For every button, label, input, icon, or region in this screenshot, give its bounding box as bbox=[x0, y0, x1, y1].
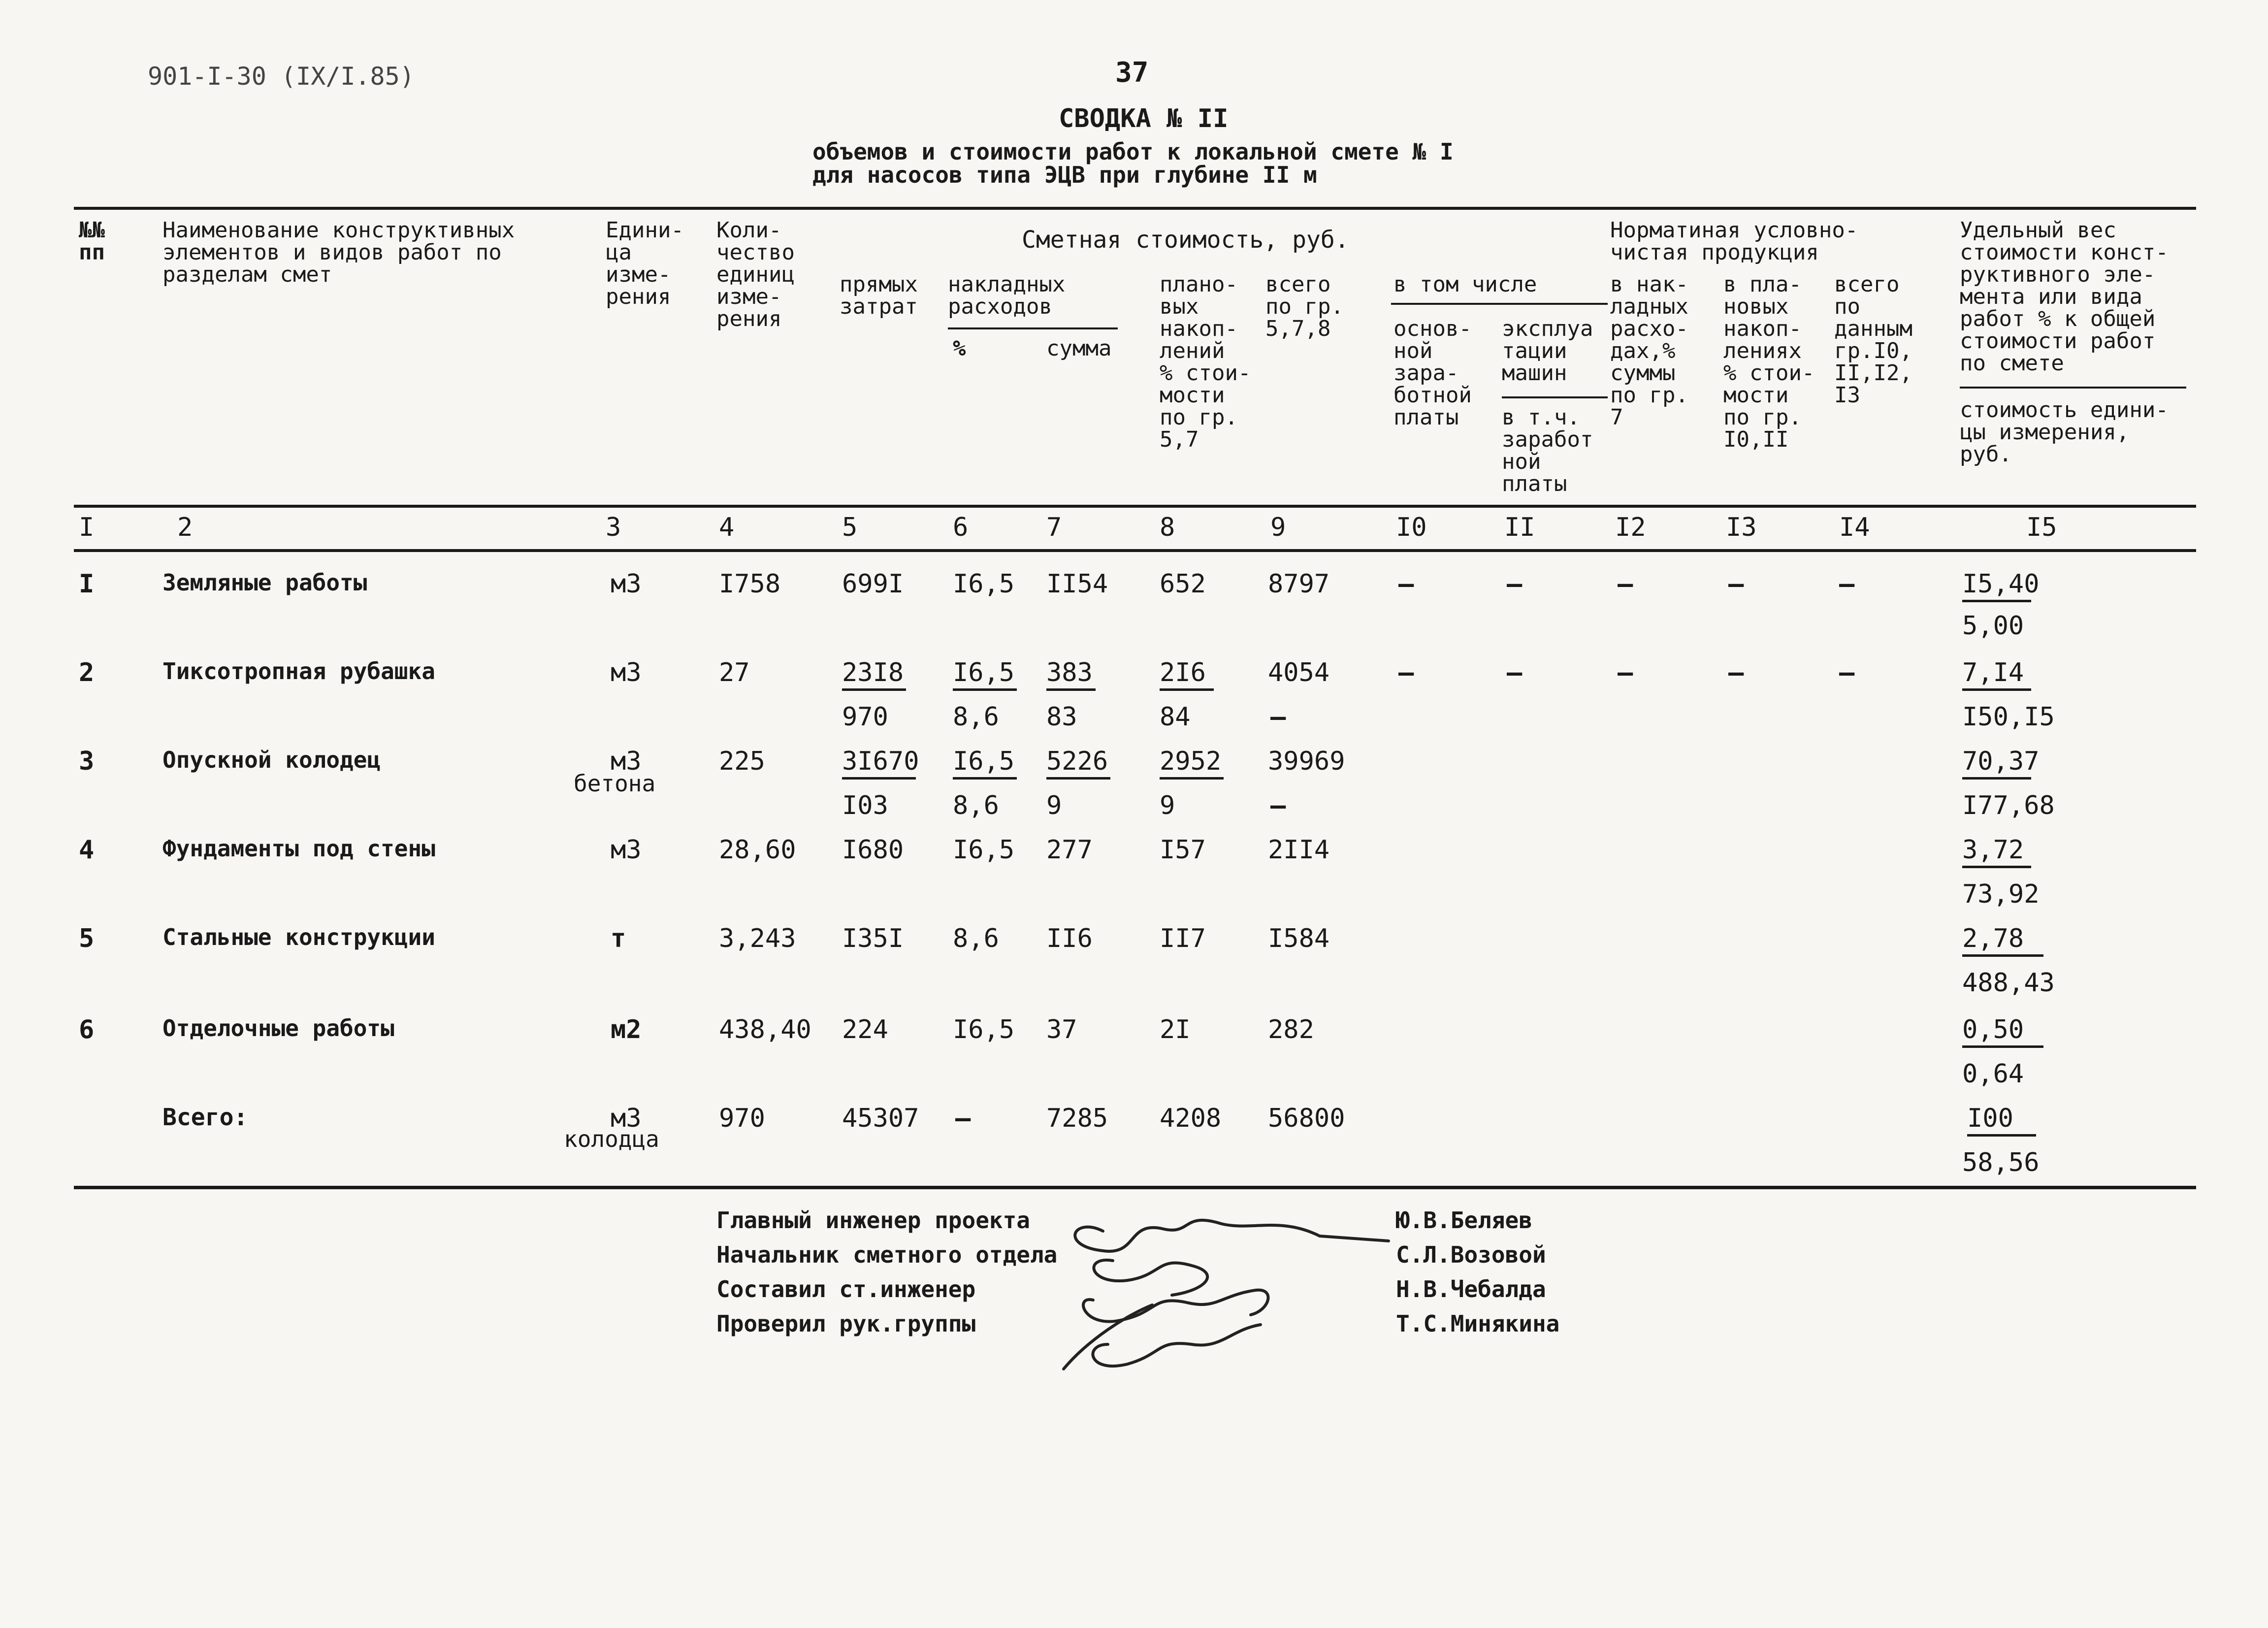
col15-rule bbox=[1960, 387, 2186, 389]
row4-planned: I57 bbox=[1160, 835, 1206, 865]
row1-c14: – bbox=[1839, 569, 1855, 599]
total-total: 56800 bbox=[1268, 1104, 1345, 1133]
page-number: 37 bbox=[1115, 57, 1149, 89]
row2-qty: 27 bbox=[719, 658, 750, 687]
row3-direct-2: I03 bbox=[842, 791, 888, 820]
row5-unit: т bbox=[611, 924, 626, 953]
colnum-7: 7 bbox=[1046, 513, 1062, 542]
row6-unit: м2 bbox=[611, 1015, 642, 1044]
row2-direct: 23I8 bbox=[842, 660, 906, 691]
signature-name-4: Т.С.Минякина bbox=[1396, 1310, 1560, 1337]
row2-direct-2: 970 bbox=[842, 702, 888, 732]
row5-overhead-pct: 8,6 bbox=[953, 924, 999, 953]
row1-c13: – bbox=[1728, 569, 1744, 599]
row3-total-2: – bbox=[1270, 791, 1286, 820]
row1-number: I bbox=[79, 569, 95, 599]
row1-unit: м3 bbox=[611, 569, 642, 599]
row3-overhead-pct: I6,5 bbox=[953, 749, 1017, 780]
colnum-12: I2 bbox=[1615, 513, 1646, 542]
signature-role-4: Проверил рук.группы bbox=[716, 1310, 976, 1337]
row1-c11: – bbox=[1507, 569, 1523, 599]
header-total-cols: всего по гр. 5,7,8 bbox=[1265, 272, 1344, 341]
colnum-1: I bbox=[79, 513, 95, 542]
row4-unit-cost: 73,92 bbox=[1962, 879, 2040, 909]
colnum-11: II bbox=[1504, 513, 1535, 542]
row2-c11: – bbox=[1507, 658, 1523, 687]
row3-overhead-sum-2: 9 bbox=[1046, 791, 1062, 820]
row2-unit-cost: I50,I5 bbox=[1962, 702, 2055, 732]
row2-c13: – bbox=[1728, 658, 1744, 687]
row1-share: I5,40 bbox=[1962, 571, 2031, 602]
total-label: Всего: bbox=[162, 1104, 248, 1131]
row5-direct: I35I bbox=[842, 924, 904, 953]
colnum-bottom-rule bbox=[74, 549, 2196, 552]
row3-overhead-pct-2: 8,6 bbox=[953, 791, 999, 820]
header-machines-wages: в т.ч. заработ ной платы bbox=[1502, 405, 1593, 496]
row2-name: Тиксотропная рубашка bbox=[162, 658, 435, 684]
colnum-6: 6 bbox=[953, 513, 969, 542]
row2-overhead-sum-2: 83 bbox=[1046, 702, 1077, 732]
total-planned: 4208 bbox=[1160, 1104, 1222, 1133]
row2-total-2: – bbox=[1270, 702, 1286, 732]
total-unit: м3 bbox=[611, 1104, 642, 1133]
header-in-overhead: в нак- ладных расхо- дах,% суммы по гр. 7 bbox=[1610, 272, 1688, 430]
signature-role-2: Начальник сметного отдела bbox=[716, 1241, 1058, 1268]
row1-planned: 652 bbox=[1160, 569, 1206, 599]
header-bottom-rule bbox=[74, 505, 2196, 508]
row4-share: 3,72 bbox=[1962, 837, 2031, 868]
row4-qty: 28,60 bbox=[719, 835, 796, 865]
row3-name: Опускной колодец bbox=[162, 747, 381, 773]
document-subtitle-1: объемов и стоимости работ к локальной смете № I bbox=[812, 138, 1454, 165]
row6-planned: 2I bbox=[1160, 1015, 1191, 1044]
row3-overhead-sum: 5226 bbox=[1046, 749, 1110, 780]
header-quantity: Коли- чество единиц изме- рения bbox=[716, 218, 795, 331]
row1-direct: 699I bbox=[842, 569, 904, 599]
total-overhead-pct: – bbox=[955, 1104, 971, 1133]
row2-overhead-pct: I6,5 bbox=[953, 660, 1017, 691]
total-share: I00 bbox=[1967, 1106, 2036, 1137]
row3-unit-cost: I77,68 bbox=[1962, 791, 2055, 820]
row3-unit-2: бетона bbox=[574, 770, 656, 797]
header-norm-group: Норматиная условно- чистая продукция bbox=[1610, 218, 1858, 265]
header-norm-total: всего по данным гр.I0, II,I2, I3 bbox=[1834, 272, 1912, 408]
header-machines: эксплуа тации машин bbox=[1502, 316, 1593, 386]
row5-name: Стальные конструкции bbox=[162, 924, 435, 950]
signature-name-3: Н.В.Чебалда bbox=[1396, 1276, 1546, 1302]
row6-total: 282 bbox=[1268, 1015, 1314, 1044]
header-incl-group: в том числе bbox=[1393, 272, 1537, 297]
signature-name-1: Ю.В.Беляев bbox=[1396, 1207, 1532, 1234]
row4-overhead-pct: I6,5 bbox=[953, 835, 1015, 865]
total-direct: 45307 bbox=[842, 1104, 919, 1133]
machines-rule bbox=[1502, 396, 1608, 398]
row3-share: 70,37 bbox=[1962, 749, 2031, 780]
row5-qty: 3,243 bbox=[719, 924, 796, 953]
total-unit-cost: 58,56 bbox=[1962, 1148, 2040, 1177]
row6-share: 0,50 bbox=[1962, 1017, 2043, 1048]
row2-planned: 2I6 bbox=[1160, 660, 1214, 691]
document-title: СВОДКА № II bbox=[1059, 104, 1229, 133]
signature-name-2: С.Л.Возовой bbox=[1396, 1241, 1546, 1268]
row5-unit-cost: 488,43 bbox=[1962, 968, 2055, 998]
colnum-13: I3 bbox=[1726, 513, 1757, 542]
row2-overhead-pct-2: 8,6 bbox=[953, 702, 999, 732]
row1-unit-cost: 5,00 bbox=[1962, 611, 2024, 641]
incl-rule bbox=[1391, 303, 1608, 305]
row2-planned-2: 84 bbox=[1160, 702, 1191, 732]
colnum-3: 3 bbox=[606, 513, 621, 542]
header-unit: Едини- ца изме- рения bbox=[606, 218, 684, 309]
row1-total: 8797 bbox=[1268, 569, 1330, 599]
row1-overhead-sum: II54 bbox=[1046, 569, 1108, 599]
row4-unit: м3 bbox=[611, 835, 642, 865]
row3-qty: 225 bbox=[719, 747, 765, 776]
header-planned-savings: плано- вых накоп- лений % стои- мости по гр. 5,7 bbox=[1160, 272, 1251, 452]
row5-number: 5 bbox=[79, 924, 95, 953]
row4-direct: I680 bbox=[842, 835, 904, 865]
row6-direct: 224 bbox=[842, 1015, 888, 1044]
row3-unit: м3 bbox=[611, 747, 642, 776]
total-unit-2: колодца bbox=[564, 1126, 659, 1152]
row4-total: 2II4 bbox=[1268, 835, 1330, 865]
header-base-wages: основ- ной зара- ботной платы bbox=[1393, 316, 1472, 430]
header-number: №№ пп bbox=[79, 218, 105, 265]
colnum-10: I0 bbox=[1396, 513, 1427, 542]
header-direct-costs: прямых затрат bbox=[840, 272, 918, 319]
signature-role-1: Главный инженер проекта bbox=[716, 1207, 1030, 1234]
row2-total: 4054 bbox=[1268, 658, 1330, 687]
row5-total: I584 bbox=[1268, 924, 1330, 953]
row3-total: 39969 bbox=[1268, 747, 1345, 776]
header-unit-cost: стоимость едини- цы измерения, руб. bbox=[1960, 397, 2169, 467]
row5-planned: II7 bbox=[1160, 924, 1206, 953]
total-overhead-sum: 7285 bbox=[1046, 1104, 1108, 1133]
signature-role-3: Составил ст.инженер bbox=[716, 1276, 976, 1302]
header-overhead-group: накладных расходов bbox=[948, 272, 1066, 319]
header-overhead-sum: сумма bbox=[1046, 336, 1112, 361]
row6-name: Отделочные работы bbox=[162, 1015, 394, 1042]
row2-c14: – bbox=[1839, 658, 1855, 687]
row1-overhead-pct: I6,5 bbox=[953, 569, 1015, 599]
table-top-rule bbox=[74, 207, 2196, 210]
row5-overhead-sum: II6 bbox=[1046, 924, 1093, 953]
row6-number: 6 bbox=[79, 1015, 95, 1044]
header-overhead-percent: % bbox=[953, 336, 966, 361]
row1-name: Земляные работы bbox=[162, 569, 367, 596]
row2-overhead-sum: 383 bbox=[1046, 660, 1096, 691]
colnum-15: I5 bbox=[2026, 513, 2057, 542]
row3-planned: 2952 bbox=[1160, 749, 1224, 780]
colnum-5: 5 bbox=[842, 513, 858, 542]
header-cost-group: Сметная стоимость, руб. bbox=[1022, 226, 1349, 254]
row6-qty: 438,40 bbox=[719, 1015, 811, 1044]
row1-c12: – bbox=[1618, 569, 1633, 599]
header-name: Наименование конструктивных элементов и видов работ по разделам смет bbox=[162, 218, 515, 287]
row3-direct: 3I670 bbox=[842, 749, 916, 780]
row1-c10: – bbox=[1398, 569, 1414, 599]
document-subtitle-2: для насосов типа ЭЦВ при глубине II м bbox=[812, 162, 1317, 188]
row6-unit-cost: 0,64 bbox=[1962, 1059, 2024, 1089]
header-in-planned: в пла- новых накоп- лениях % стои- мости по гр. I0,II bbox=[1723, 272, 1815, 452]
colnum-4: 4 bbox=[719, 513, 735, 542]
overhead-rule bbox=[948, 327, 1118, 329]
row6-overhead-sum: 37 bbox=[1046, 1015, 1077, 1044]
row6-overhead-pct: I6,5 bbox=[953, 1015, 1015, 1044]
colnum-8: 8 bbox=[1160, 513, 1175, 542]
header-share-weight: Удельный вес стоимости конст- руктивного эле- мента или вида работ % к общей стоимости работ по смете bbox=[1960, 218, 2169, 376]
row3-planned-2: 9 bbox=[1160, 791, 1175, 820]
row1-qty: I758 bbox=[719, 569, 781, 599]
row2-number: 2 bbox=[79, 658, 95, 687]
row4-number: 4 bbox=[79, 835, 95, 865]
row2-c10: – bbox=[1398, 658, 1414, 687]
row2-share: 7,I4 bbox=[1962, 660, 2031, 691]
row4-overhead-sum: 277 bbox=[1046, 835, 1093, 865]
row5-share: 2,78 bbox=[1962, 926, 2043, 957]
colnum-9: 9 bbox=[1270, 513, 1286, 542]
document-code: 901-I-30 (IX/I.85) bbox=[148, 62, 415, 91]
row4-name: Фундаменты под стены bbox=[162, 835, 435, 862]
row2-c12: – bbox=[1618, 658, 1633, 687]
row2-unit: м3 bbox=[611, 658, 642, 687]
colnum-14: I4 bbox=[1839, 513, 1870, 542]
colnum-2: 2 bbox=[177, 513, 193, 542]
total-qty: 970 bbox=[719, 1104, 765, 1133]
handwritten-signatures bbox=[1044, 1182, 1398, 1389]
row3-number: 3 bbox=[79, 747, 95, 776]
